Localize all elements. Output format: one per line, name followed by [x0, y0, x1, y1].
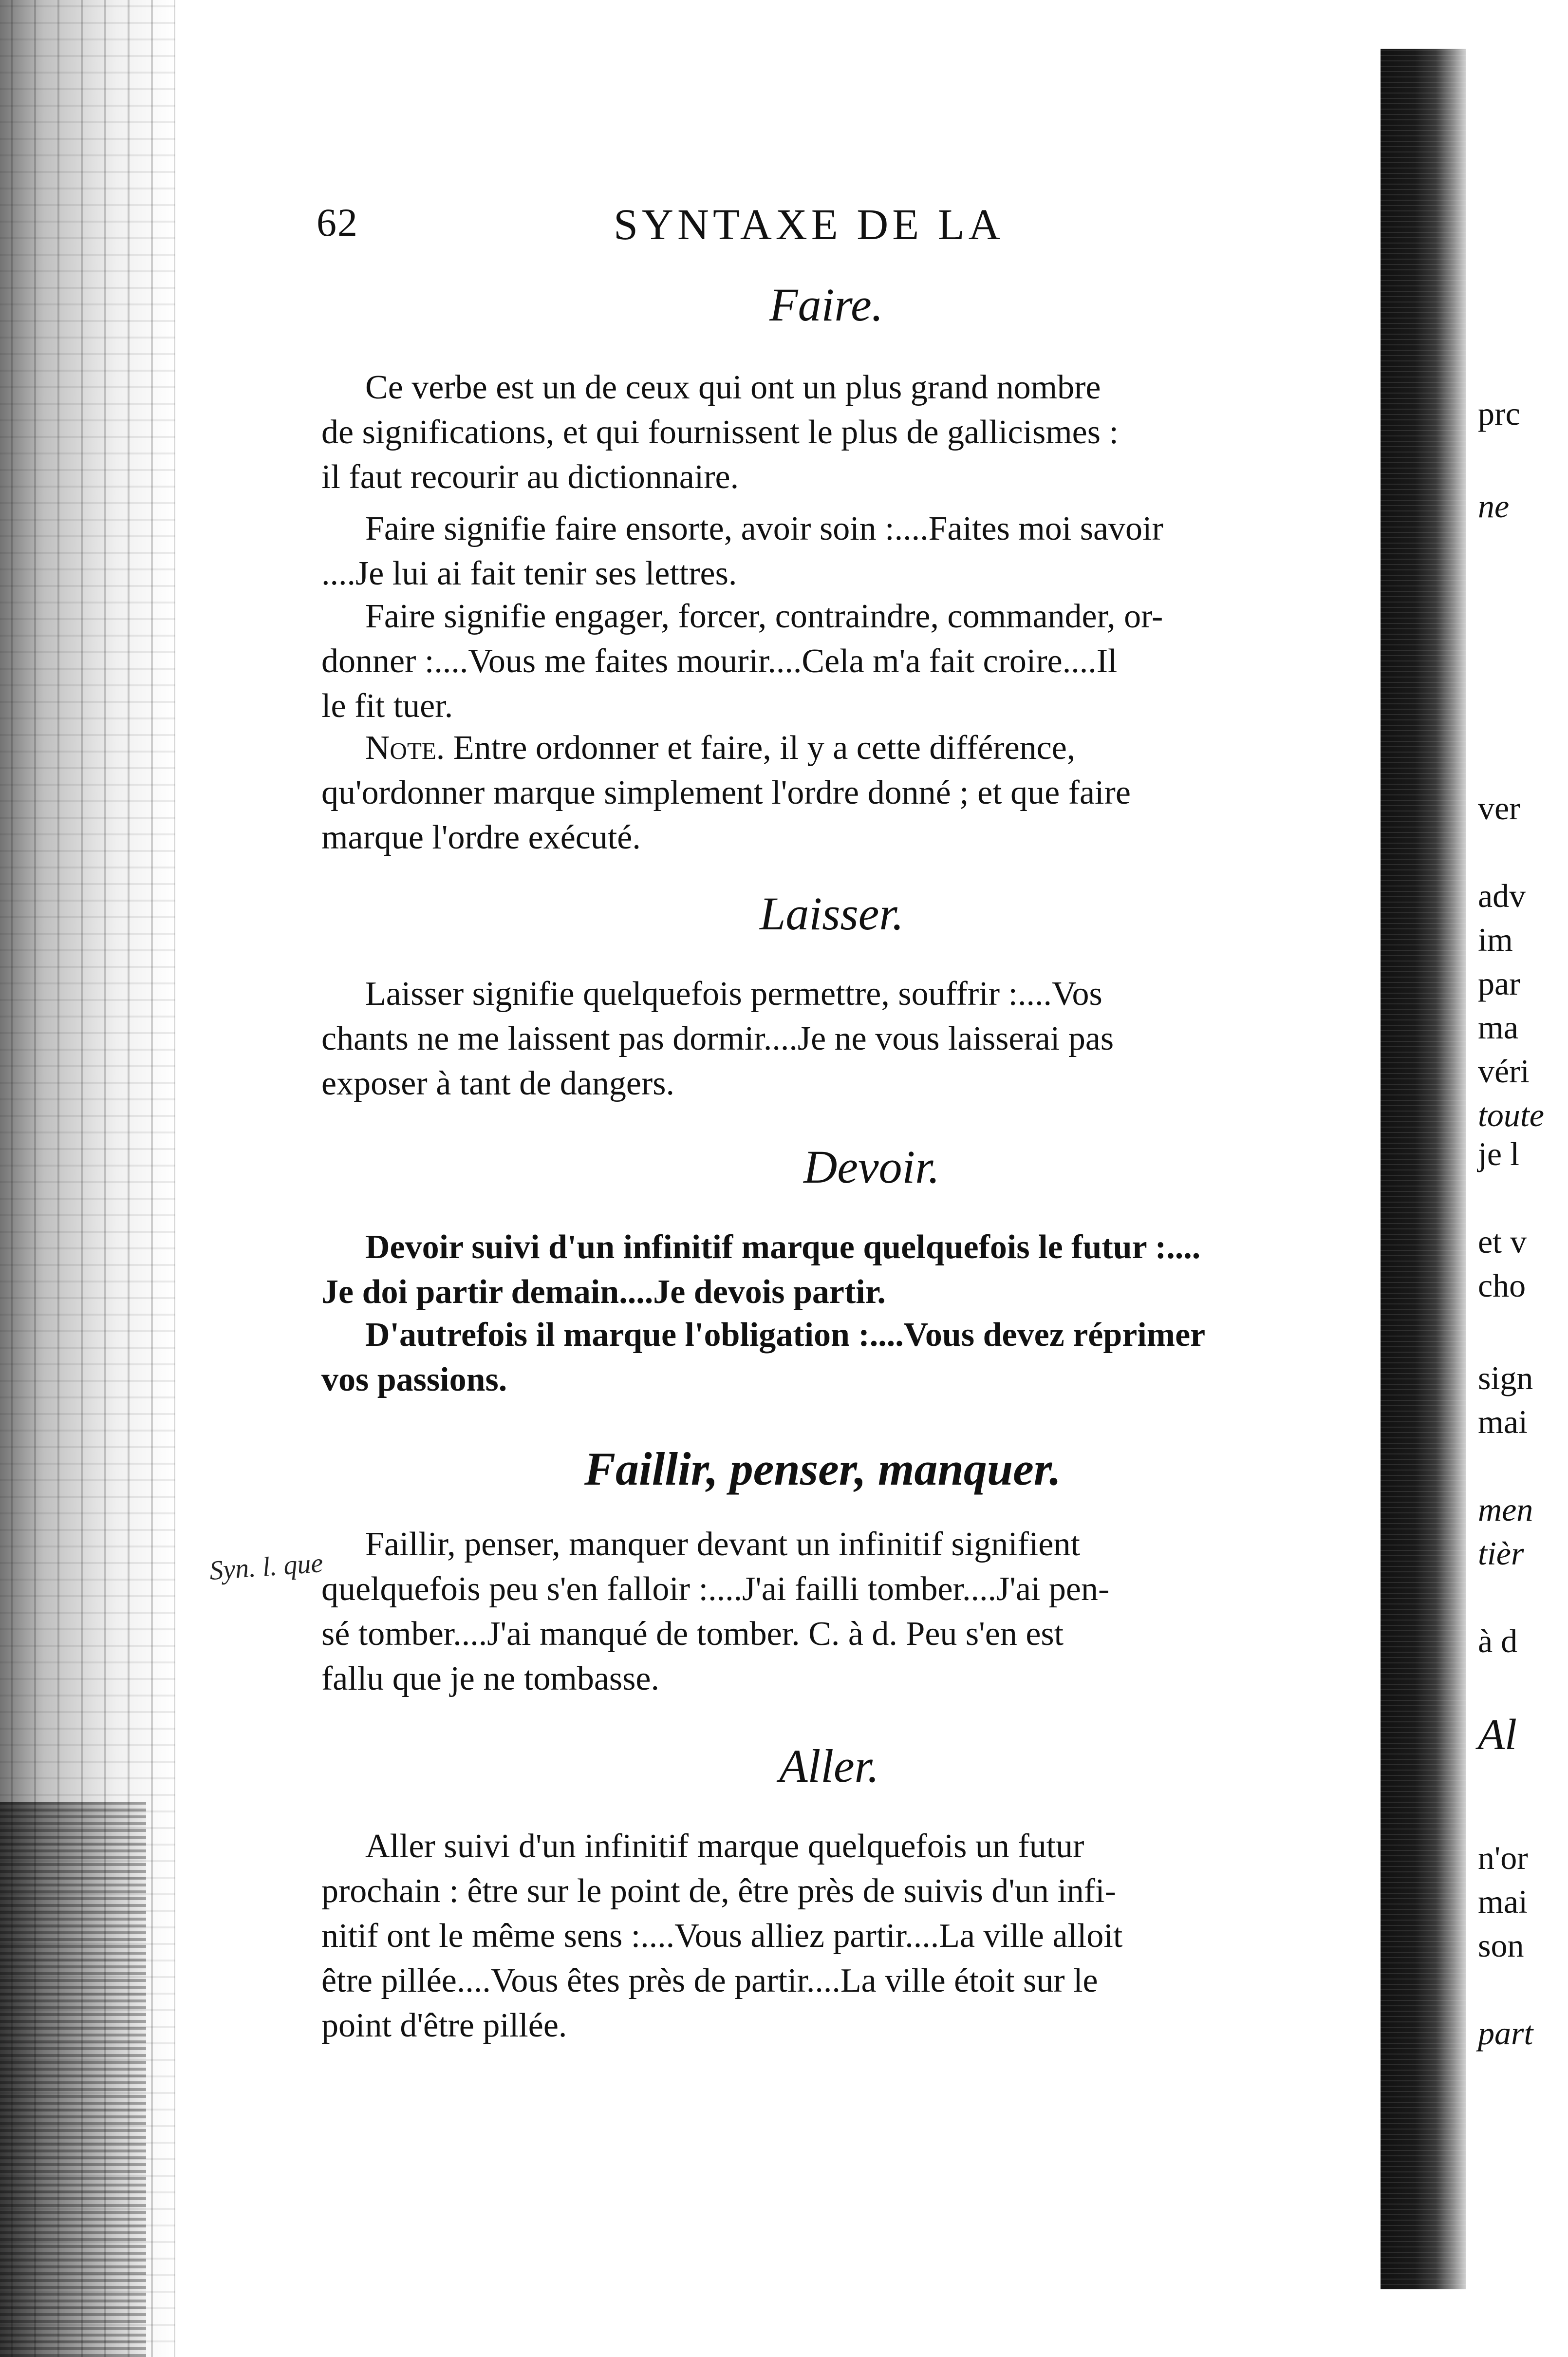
devoir-paragraph-2 — [321, 1313, 1344, 1402]
faire-paragraph-1 — [321, 365, 1344, 500]
section-title-faillir: Faillir, penser, manquer. — [584, 1443, 1061, 1495]
text-line: Laisser signifie quelquefois permettre, souffrir :....Vos — [365, 975, 1102, 1013]
section-title-faire: Faire. — [769, 279, 883, 331]
text-line: Faillir, penser, manquer devant un infinitif signifient — [365, 1526, 1080, 1563]
text-line: fallu que je ne tombasse. — [321, 1660, 659, 1697]
text-line: quelquefois peu s'en falloir :....J'ai failli tomber....J'ai pen- — [321, 1570, 1110, 1608]
facing-page-fragment: sign — [1478, 1359, 1533, 1396]
text-line: marque l'ordre exécuté. — [321, 819, 641, 856]
text-line: Je doi partir demain....Je devois partir. — [321, 1273, 886, 1311]
text-line: être pillée....Vous êtes près de partir....La ville étoit sur le — [321, 1962, 1098, 1999]
page-number: 62 — [317, 200, 358, 245]
text-line: nitif ont le même sens :....Vous alliez partir....La ville alloit — [321, 1917, 1123, 1955]
running-head: SYNTAXE DE LA — [614, 201, 1004, 249]
facing-page-fragment: Al — [1478, 1711, 1517, 1759]
text-line: donner :....Vous me faites mourir....Cela m'a fait croire....Il — [321, 642, 1118, 680]
faire-paragraph-3 — [321, 594, 1344, 729]
facing-page-fragment: n'or — [1478, 1839, 1528, 1876]
binding-edge-noise — [0, 1802, 146, 2357]
text-line: point d'être pillée. — [321, 2007, 567, 2044]
facing-page-fragment: ver — [1478, 790, 1520, 827]
page-header — [317, 200, 1290, 253]
text-line: Faire signifie faire ensorte, avoir soin :....Faites moi savoir — [365, 510, 1163, 547]
faire-note — [321, 726, 1344, 860]
text-line: prochain : être sur le point de, être près de suivis d'un infi- — [321, 1872, 1116, 1910]
facing-page-fragment: son — [1478, 1927, 1524, 1964]
text-line: ....Je lui ai fait tenir ses lettres. — [321, 555, 737, 592]
facing-page-fragment: et v — [1478, 1223, 1527, 1260]
facing-page-fragment: part — [1478, 2015, 1533, 2052]
section-title-aller: Aller. — [779, 1740, 879, 1792]
laisser-paragraph-1 — [321, 972, 1344, 1106]
facing-page-fragment: mai — [1478, 1403, 1528, 1440]
text-line: il faut recourir au dictionnaire. — [321, 458, 739, 496]
facing-page-fragment: ne — [1478, 488, 1510, 525]
facing-page-fragment: à d — [1478, 1622, 1518, 1659]
faillir-paragraph-1 — [321, 1522, 1344, 1701]
facing-page-fragment: je l — [1478, 1135, 1519, 1172]
text-line — [321, 726, 1344, 771]
text-line: chants ne me laissent pas dormir....Je ne vous laisserai pas — [321, 1020, 1114, 1057]
facing-page-fragment: ma — [1478, 1009, 1519, 1046]
handwritten-margin-note: Syn. l. que — [208, 1547, 324, 1586]
text-line: Faire signifie engager, forcer, contraindre, commander, or- — [365, 598, 1163, 635]
aller-paragraph-1 — [321, 1824, 1344, 2048]
facing-page-fragment: adv — [1478, 877, 1526, 914]
text-line: Aller suivi d'un infinitif marque quelquefois un futur — [365, 1828, 1084, 1865]
facing-page-fragment: par — [1478, 965, 1520, 1002]
text-line: qu'ordonner marque simplement l'ordre donné ; et que faire — [321, 774, 1131, 811]
text-line: Ce verbe est un de ceux qui ont un plus grand nombre — [365, 369, 1101, 406]
faire-paragraph-2 — [321, 507, 1344, 596]
text-line: de significations, et qui fournissent le plus de gallicismes : — [321, 414, 1119, 451]
facing-page-fragment: im — [1478, 921, 1513, 958]
text-line: sé tomber....J'ai manqué de tomber. C. à d. Peu s'en est — [321, 1615, 1064, 1653]
text-line: Devoir suivi d'un infinitif marque quelquefois le futur :.... — [365, 1228, 1201, 1266]
facing-page-fragment: cho — [1478, 1267, 1526, 1304]
page-gutter-texture — [1381, 49, 1466, 2289]
facing-page-fragment: men — [1478, 1491, 1533, 1528]
note-label: Note. — [365, 729, 445, 767]
facing-page-fragment: prc — [1478, 395, 1520, 432]
facing-page-fragment: tièr — [1478, 1535, 1524, 1572]
text-line: le fit tuer. — [321, 687, 453, 725]
text-line: exposer à tant de dangers. — [321, 1065, 674, 1102]
text-line: D'autrefois il marque l'obligation :....Vous devez réprimer — [365, 1316, 1206, 1354]
text-line: vos passions. — [321, 1361, 507, 1398]
devoir-paragraph-1 — [321, 1225, 1344, 1315]
facing-page-fragment: véri — [1478, 1053, 1530, 1090]
section-title-laisser: Laisser. — [760, 887, 904, 940]
facing-page-fragment: toute — [1478, 1096, 1544, 1133]
section-title-devoir: Devoir. — [803, 1141, 940, 1193]
facing-page-fragment: mai — [1478, 1883, 1528, 1920]
note-text: Entre ordonner et faire, il y a cette différence, — [453, 729, 1076, 767]
